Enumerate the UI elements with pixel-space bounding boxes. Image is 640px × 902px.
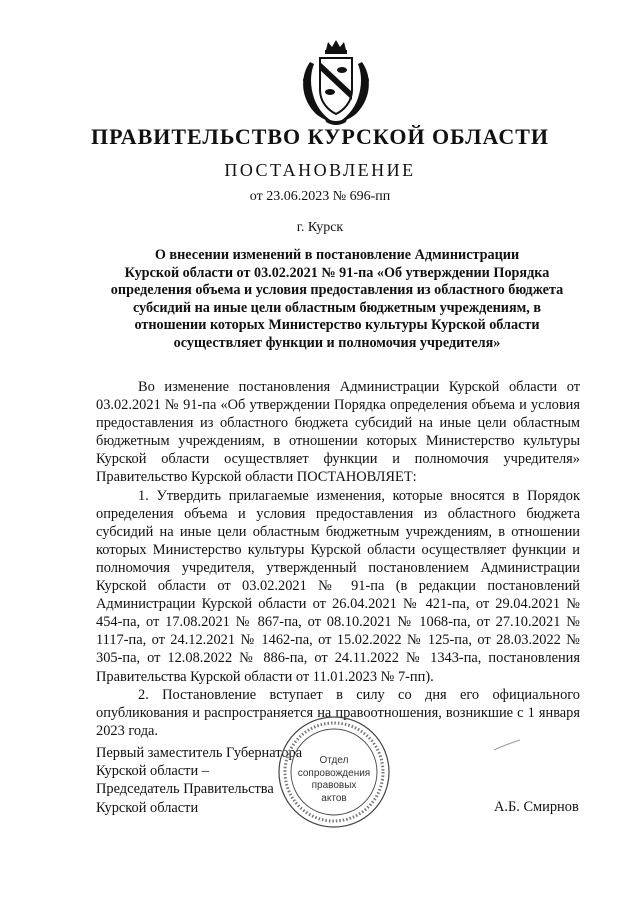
body-item-2: 2. Постановление вступает в силу со дня его официального опубликования и распространяется на правоотношения, возникшие с 1 января 2023 года. bbox=[96, 686, 580, 739]
government-title: ПРАВИТЕЛЬСТВО КУРСКОЙ ОБЛАСТИ bbox=[90, 124, 550, 149]
signer-position-line: Председатель Правительства bbox=[96, 781, 274, 798]
signer-position-line: Курской области bbox=[96, 799, 199, 816]
subject-line: определения объема и условия предоставления из областного бюджета bbox=[110, 282, 564, 298]
stamp-line: правовых bbox=[311, 780, 357, 791]
pen-mark-icon bbox=[492, 738, 522, 752]
document-city: г. Курск bbox=[296, 220, 344, 235]
stamp-line: Отдел bbox=[319, 755, 349, 766]
document-type: ПОСТАНОВЛЕНИЕ bbox=[224, 160, 416, 180]
subject-line: отношении которых Министерство культуры Курской области bbox=[134, 317, 540, 333]
stamp-text bbox=[284, 755, 384, 805]
signer-position bbox=[96, 744, 302, 817]
body-item-1: 1. Утвердить прилагаемые изменения, которые вносятся в Порядок определения объема и условия предоставления из областного бюджета субсидий на иные цели областным бюджетным учреждениям, в отношении которых Министерство культуры Курской области осуществляет функции и полномочия учредителя, утвержденный постановлением Администрации Курской области от 03.02.2021 № 91-па (в редакции постановлений Администрации Курской области от 26.04.2021 № 421-па, от 29.04.2021 № 454-па, от 17.08.2021 № 867-па, от 08.10.2021 № 1068-па, от 27.10.2021 № 1117-па, от 24.12.2021 № 1462-па, от 15.02.2022 № 125-па, от 28.03.2022 № 305-па, от 12.08.2022 № 886-па, от 24.11.2022 № 1343-па, постановления Правительства Курской области от 11.01.2023 № 7-пп). bbox=[96, 487, 580, 685]
document-date-number: от 23.06.2023 № 696-пп bbox=[249, 189, 391, 204]
signer-position-line: Курской области – bbox=[96, 763, 209, 780]
subject-line: Курской области от 03.02.2021 № 91-па «Об утверждении Порядка bbox=[124, 264, 550, 281]
signer-name: А.Б. Смирнов bbox=[494, 799, 579, 815]
subject-line: субсидий на иные цели областным бюджетным учреждениям, в bbox=[132, 299, 542, 316]
stamp-line: сопровождения bbox=[297, 767, 371, 779]
document-body bbox=[96, 378, 580, 740]
document-subject bbox=[96, 247, 578, 352]
kursk-coat-of-arms-icon bbox=[296, 40, 376, 126]
subject-line: осуществляет функции и полномочия учредителя» bbox=[173, 334, 501, 351]
subject-line: О внесении изменений в постановление Администрации bbox=[154, 247, 520, 263]
stamp-line: актов bbox=[321, 792, 347, 804]
body-preamble: Во изменение постановления Администрации Курской области от 03.02.2021 № 91-па «Об утверждении Порядка определения объема и условия предоставления из областного бюджета субсидий на иные цели областным бюджетным учреждениям, в отношении которых Министерство культуры Курской области осуществляет функции и полномочия учредителя» Правительство Курской области ПОСТАНОВЛЯЕТ: bbox=[96, 379, 580, 486]
signer-position-line: Первый заместитель Губернатора bbox=[96, 745, 303, 761]
